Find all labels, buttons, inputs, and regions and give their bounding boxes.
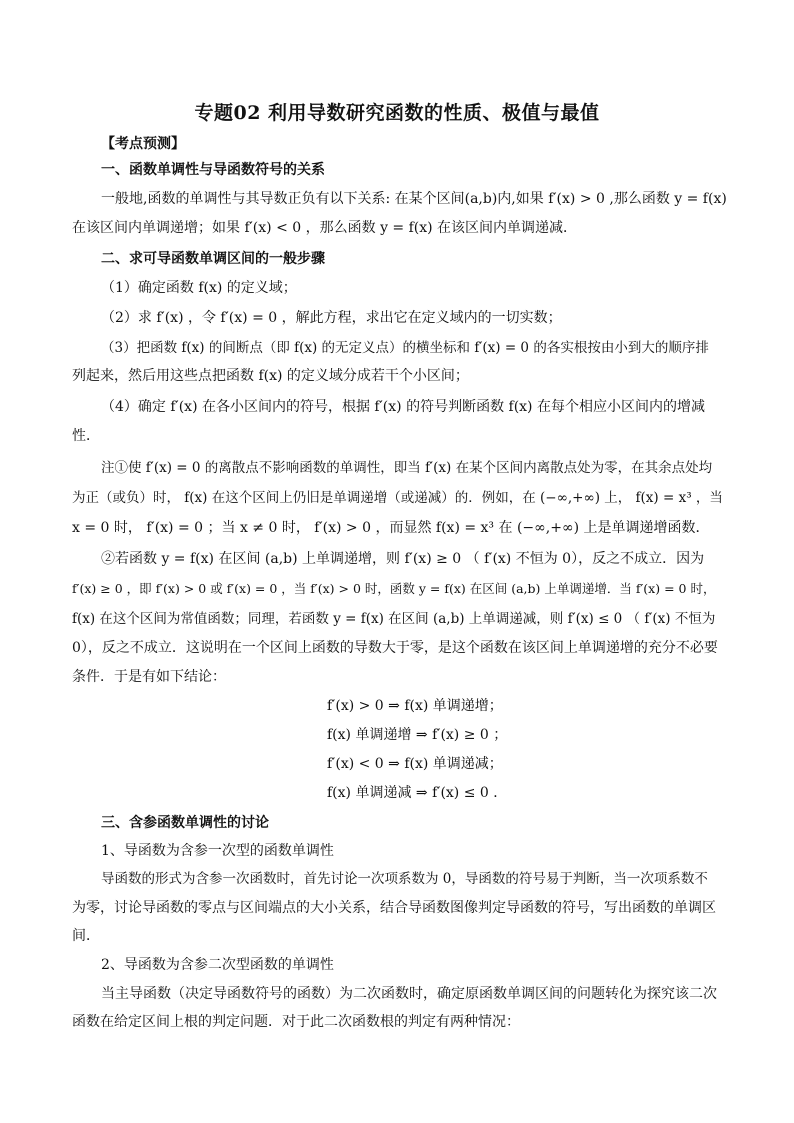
note-line: f′(x) ≥ 0 ，即 f′(x) > 0 或 f′(x) = 0 ，当 f′(x) > 0 时，函数 y = f(x) 在区间 (a,b) 上单调递增．当 f′(x) = 0 时， <box>72 581 716 596</box>
note-line: 为正（或负）时， f(x) 在这个区间上仍旧是单调递增（或递减）的．例如，在 (−∞,+∞) 上， f(x) = x³ ，当 <box>72 490 723 506</box>
note-line: 条件．于是有如下结论： <box>72 669 226 685</box>
paragraph-line: 当主导函数（决定导函数符号的函数）为二次函数时，确定原函数单调区间的问题转化为探究该二次 <box>101 986 717 1002</box>
heading-1: 一、函数单调性与导函数符号的关系 <box>101 162 325 178</box>
heading-3: 三、含参函数单调性的讨论 <box>101 815 269 831</box>
section-label: 【考点预测】 <box>101 136 185 152</box>
conclusion-line: f′(x) > 0 ⇒ f(x) 单调递增； <box>327 698 503 714</box>
heading-2: 二、求可导函数单调区间的一般步骤 <box>101 251 325 267</box>
subheading: 2、导函数为含参二次型函数的单调性 <box>101 957 334 973</box>
paragraph-line: 间． <box>72 928 100 944</box>
note-line: 0），反之不成立．这说明在一个区间上函数的导数大于零，是这个函数在该区间上单调递增的充分不必要 <box>72 640 718 656</box>
subheading: 1、导函数为含参一次型的函数单调性 <box>101 843 334 859</box>
conclusion-line: f(x) 单调递减 ⇒ f′(x) ≤ 0 ． <box>327 785 508 801</box>
conclusion-line: f′(x) < 0 ⇒ f(x) 单调递减； <box>327 756 503 772</box>
note-line: ②若函数 y = f(x) 在区间 (a,b) 上单调递增，则 f′(x) ≥ 0 （ f′(x) 不恒为 0），反之不成立．因为 <box>101 551 705 567</box>
step-line: （4）确定 f′(x) 在各小区间内的符号，根据 f′(x) 的符号判断函数 f(x) 在每个相应小区间内的增减 <box>101 399 705 415</box>
note-line: f(x) 在这个区间为常值函数；同理，若函数 y = f(x) 在区间 (a,b) 上单调递减，则 f′(x) ≤ 0 （ f′(x) 不恒为 <box>72 611 716 627</box>
paragraph-line: 一般地,函数的单调性与其导数正负有以下关系: 在某个区间(a,b)内,如果 f′(x) > 0 ,那么函数 y = f(x) <box>101 191 727 207</box>
step-line: （3）把函数 f(x) 的间断点（即 f(x) 的无定义点）的横坐标和 f′(x) = 0 的各实根按由小到大的顺序排 <box>101 340 709 356</box>
page-title: 专题02 利用导数研究函数的性质、极值与最值 <box>194 102 600 124</box>
step-line: 性． <box>72 428 100 444</box>
paragraph-line: 为零，讨论导函数的零点与区间端点的大小关系，结合导函数图像判定导函数的符号，写出函数的单调区 <box>72 900 716 916</box>
step-line: （2）求 f′(x) ，令 f′(x) = 0 ，解此方程，求出它在定义域内的一切实数； <box>101 310 562 326</box>
paragraph-line: 导函数的形式为含参一次函数时，首先讨论一次项系数为 0，导函数的符号易于判断，当一次项系数不 <box>101 871 708 887</box>
step-line: （1）确定函数 f(x) 的定义域； <box>101 280 297 296</box>
note-line: x = 0 时， f′(x) = 0 ；当 x ≠ 0 时， f′(x) > 0 ，而显然 f(x) = x³ 在 (−∞,+∞) 上是单调递增函数． <box>72 520 710 536</box>
conclusion-line: f(x) 单调递增 ⇒ f′(x) ≥ 0 ； <box>327 727 508 743</box>
step-line: 列起来，然后用这些点把函数 f(x) 的定义域分成若干个小区间； <box>72 368 469 384</box>
paragraph-line: 函数在给定区间上根的判定问题．对于此二次函数根的判定有两种情况： <box>72 1014 520 1030</box>
note-line: 注①使 f′(x) = 0 的离散点不影响函数的单调性，即当 f′(x) 在某个区间内离散点处为零，在其余点处均 <box>101 460 713 476</box>
paragraph-line: 在该区间内单调递增；如果 f′(x) < 0 ，那么函数 y = f(x) 在该区间内单调递减． <box>72 220 578 236</box>
